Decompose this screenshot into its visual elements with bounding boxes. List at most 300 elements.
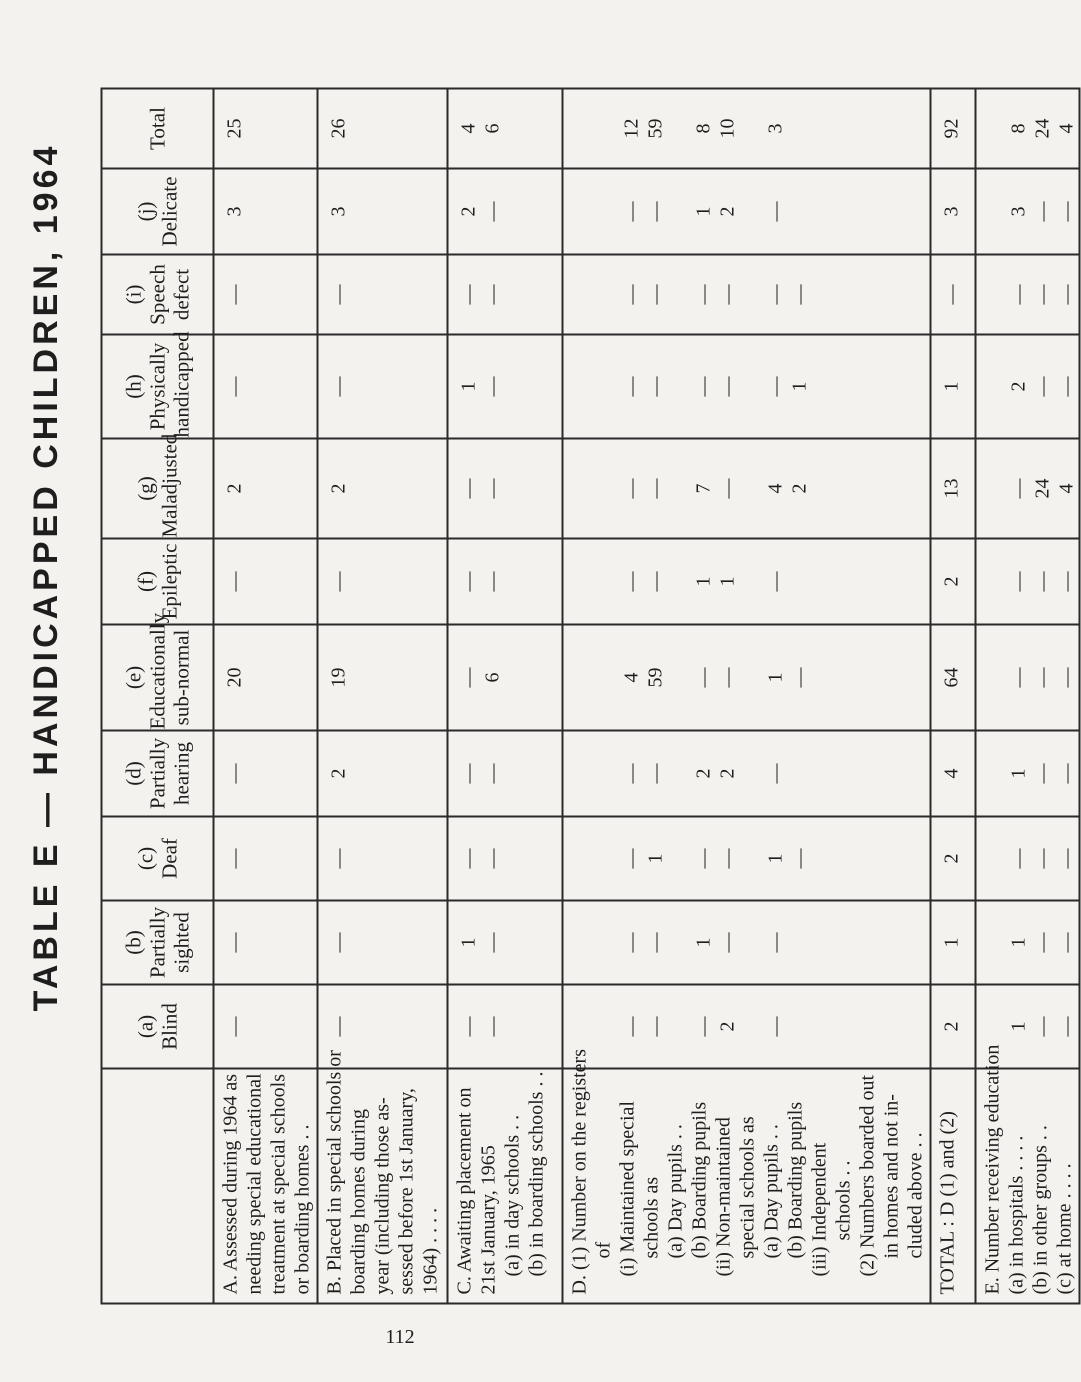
value-cell	[318, 439, 448, 539]
cell-value: 2	[327, 768, 350, 779]
cell-value: —	[1007, 667, 1030, 688]
column-header-line: Partially	[145, 737, 170, 810]
cell-value: —	[764, 284, 787, 305]
cell-value: —	[1031, 1016, 1054, 1037]
row-label-line: needing special educational	[243, 1073, 266, 1295]
column-header	[102, 169, 214, 255]
column-header	[102, 985, 214, 1069]
side-title	[16, 112, 76, 1042]
column-header-line: Maladjusted	[157, 433, 182, 538]
cell-value: —	[716, 667, 739, 688]
cell-value	[668, 732, 692, 816]
cell-value: —	[1031, 932, 1054, 953]
cell-value: —	[620, 478, 643, 499]
column-header-line: Speech	[145, 264, 170, 325]
value-cell	[931, 169, 976, 255]
value-cell	[931, 335, 976, 439]
cell-value: 20	[223, 667, 246, 688]
cell-value: —	[644, 478, 667, 499]
row-label-line: (ii) Non-maintained	[712, 1117, 735, 1277]
cell-value: 10	[716, 118, 739, 139]
column-header-line: (d)	[121, 761, 146, 786]
cell-value	[668, 626, 692, 730]
cell-value: 2	[1007, 381, 1030, 392]
row-label-line: TOTAL : D (1) and (2)	[936, 1111, 959, 1295]
cell-value: —	[692, 376, 715, 397]
cell-value: —	[620, 571, 643, 592]
row-label-line: (b) in boarding schools . .	[525, 1071, 548, 1277]
cell-value	[740, 440, 764, 538]
cell-value: —	[457, 667, 480, 688]
cell-value: —	[788, 848, 811, 869]
cell-value: —	[716, 848, 739, 869]
column-header-line: (i)	[121, 284, 146, 305]
cell-value: 19	[327, 667, 350, 688]
cell-value: 24	[1031, 478, 1054, 499]
cell-value: —	[644, 932, 667, 953]
column-header-line: sub-normal	[169, 629, 194, 726]
value-cell	[931, 89, 976, 169]
row-label-line: C. Awaiting placement on	[453, 1087, 476, 1295]
cell-value: 2	[716, 1021, 739, 1032]
row-label-line: (b) Boarding pupils	[784, 1101, 807, 1259]
row-label-line: (a) in day schools . .	[501, 1114, 524, 1277]
row-label	[318, 1050, 448, 1304]
cell-value: —	[481, 376, 504, 397]
value-cell	[448, 89, 563, 169]
value-cell	[563, 335, 931, 439]
cell-value: —	[223, 848, 246, 869]
value-cell	[448, 817, 563, 901]
cell-value: —	[644, 763, 667, 784]
cell-value	[740, 818, 764, 900]
row-label-line: (2) Numbers boarded out	[856, 1074, 879, 1277]
cell-value: 2	[223, 483, 246, 494]
cell-value: 12	[620, 118, 643, 139]
row-label-line: sessed before 1st January,	[395, 1088, 418, 1295]
value-cell	[214, 439, 318, 539]
cell-value: 3	[764, 123, 787, 134]
row-label-line: cluded above . .	[904, 1132, 927, 1259]
cell-value: 1	[692, 937, 715, 948]
cell-value: —	[620, 763, 643, 784]
cell-value: —	[788, 284, 811, 305]
cell-value: —	[764, 1016, 787, 1037]
column-header-line: Educationally	[145, 612, 170, 730]
cell-value: 1	[644, 853, 667, 864]
cell-value: —	[481, 201, 504, 222]
cell-value: —	[481, 478, 504, 499]
column-header-line: (b)	[121, 930, 146, 955]
value-cell	[563, 255, 931, 335]
cell-value: —	[481, 284, 504, 305]
cell-value: 3	[327, 206, 350, 217]
column-header-line: sighted	[169, 912, 194, 973]
cell-value: 8	[1007, 123, 1030, 134]
cell-value: 4	[457, 123, 480, 134]
cell-value: —	[1031, 848, 1054, 869]
cell-value	[740, 732, 764, 816]
row-label-line: (a) in hospitals . . . .	[1005, 1135, 1028, 1295]
cell-value: 1	[692, 206, 715, 217]
cell-value: 2	[940, 576, 963, 587]
table-row	[448, 89, 563, 1304]
cell-value: 1	[1007, 768, 1030, 779]
cell-value: 6	[481, 672, 504, 683]
column-header-line: Total	[145, 107, 170, 150]
row-label-line: D. (1) Number on the registers	[568, 1049, 591, 1295]
cell-value: —	[620, 848, 643, 869]
cell-value: —	[223, 376, 246, 397]
value-cell	[448, 169, 563, 255]
row-label-line: schools . .	[832, 1160, 855, 1241]
value-cell	[931, 817, 976, 901]
cell-value: 26	[327, 118, 350, 139]
cell-value: —	[1007, 478, 1030, 499]
column-header	[102, 433, 214, 539]
column-header	[102, 731, 214, 817]
value-cell	[214, 335, 318, 439]
value-cell	[563, 169, 931, 255]
value-cell	[563, 539, 931, 625]
cell-value: 1	[457, 937, 480, 948]
cell-value	[740, 626, 764, 730]
value-cell	[448, 625, 563, 731]
value-cell	[448, 439, 563, 539]
cell-value: 2	[457, 206, 480, 217]
value-cell	[931, 539, 976, 625]
cell-value: 2	[327, 483, 350, 494]
cell-value	[668, 540, 692, 624]
column-header-line: hearing	[169, 742, 194, 805]
handicapped-children-table	[101, 88, 1081, 1305]
row-label	[563, 1049, 931, 1304]
cell-value: 1	[788, 381, 811, 392]
value-cell	[931, 985, 976, 1069]
value-cell	[318, 89, 448, 169]
value-cell	[931, 901, 976, 985]
cell-value: —	[788, 667, 811, 688]
cell-value: —	[1055, 763, 1078, 784]
value-cell	[214, 901, 318, 985]
cell-value	[668, 986, 692, 1068]
column-header-line: (h)	[121, 374, 146, 399]
row-label-line: 1964) . . . .	[419, 1207, 442, 1295]
cell-value: —	[457, 1016, 480, 1037]
value-cell	[214, 539, 318, 625]
cell-value: —	[457, 284, 480, 305]
cell-value: —	[764, 376, 787, 397]
row-label-line: 21st January, 1965	[477, 1145, 500, 1295]
cell-value: —	[692, 284, 715, 305]
cell-value: 6	[481, 123, 504, 134]
value-cell	[931, 731, 976, 817]
cell-value: 2	[940, 1021, 963, 1032]
value-cell	[563, 817, 931, 901]
cell-value: —	[457, 848, 480, 869]
value-cell	[976, 901, 1080, 985]
cell-value: 1	[1007, 937, 1030, 948]
cell-value: —	[1031, 667, 1054, 688]
cell-value: 2	[940, 853, 963, 864]
cell-value: —	[481, 848, 504, 869]
cell-value: 2	[788, 483, 811, 494]
row-label-line: (b) Boarding pupils	[688, 1101, 711, 1259]
cell-value: —	[457, 763, 480, 784]
cell-value: —	[327, 376, 350, 397]
cell-value: —	[620, 376, 643, 397]
cell-value: —	[692, 848, 715, 869]
cell-value	[740, 540, 764, 624]
row-label-line: schools as	[640, 1176, 663, 1259]
cell-value	[740, 256, 764, 334]
column-header-line: Physically	[145, 342, 170, 431]
cell-value: —	[327, 1016, 350, 1037]
cell-value: —	[764, 571, 787, 592]
column-header	[102, 331, 214, 439]
cell-value: —	[327, 571, 350, 592]
value-cell	[976, 169, 1080, 255]
column-header-line: Partially	[145, 906, 170, 979]
cell-value: 1	[716, 576, 739, 587]
cell-value: 4	[764, 483, 787, 494]
cell-value: —	[223, 763, 246, 784]
cell-value: 1	[457, 381, 480, 392]
value-cell	[318, 901, 448, 985]
value-cell	[214, 817, 318, 901]
value-cell	[448, 985, 563, 1069]
cell-value: —	[481, 1016, 504, 1037]
row-label	[448, 1069, 563, 1304]
cell-value	[668, 818, 692, 900]
column-header	[102, 817, 214, 901]
table-row	[318, 89, 448, 1304]
value-cell	[214, 731, 318, 817]
row-label-line: B. Placed in special schools or	[323, 1050, 346, 1295]
value-cell	[318, 817, 448, 901]
column-header-line: (j)	[133, 201, 158, 222]
cell-value: —	[1055, 201, 1078, 222]
cell-value: —	[1055, 284, 1078, 305]
row-label-line: (iii) Independent	[808, 1142, 831, 1277]
value-cell	[563, 985, 931, 1069]
column-header-line: defect	[169, 268, 194, 321]
cell-value: —	[223, 932, 246, 953]
cell-value: 25	[223, 118, 246, 139]
cell-value: 1	[940, 937, 963, 948]
cell-value: —	[1007, 284, 1030, 305]
table-row	[563, 89, 931, 1304]
cell-value: —	[716, 376, 739, 397]
cell-value: 2	[716, 768, 739, 779]
value-cell	[214, 169, 318, 255]
cell-value: —	[1031, 571, 1054, 592]
header-label-spacer	[102, 1069, 214, 1304]
cell-value: —	[1031, 376, 1054, 397]
cell-value: —	[716, 932, 739, 953]
column-header	[102, 89, 214, 169]
value-cell	[448, 335, 563, 439]
cell-value	[668, 256, 692, 334]
value-cell	[976, 255, 1080, 335]
value-cell	[931, 255, 976, 335]
row-label-line: special schools as	[736, 1116, 759, 1259]
cell-value: 3	[1007, 206, 1030, 217]
cell-value: 92	[940, 118, 963, 139]
value-cell	[931, 439, 976, 539]
cell-value: —	[644, 284, 667, 305]
value-cell	[214, 985, 318, 1069]
row-label-line: (b) in other groups . .	[1029, 1125, 1052, 1295]
value-cell	[214, 89, 318, 169]
value-cell	[318, 255, 448, 335]
value-cell	[563, 89, 931, 169]
value-cell	[448, 539, 563, 625]
column-header-line: Deaf	[157, 838, 182, 879]
cell-value: —	[644, 376, 667, 397]
column-header	[102, 612, 214, 731]
row-label-line: or boarding homes . .	[291, 1124, 314, 1295]
cell-value: —	[692, 667, 715, 688]
row-label-line: A. Assessed during 1964 as	[219, 1073, 242, 1295]
cell-value: —	[644, 201, 667, 222]
cell-value: —	[620, 1016, 643, 1037]
column-header-line: Blind	[157, 1003, 182, 1050]
column-header	[102, 255, 214, 335]
cell-value: 64	[940, 667, 963, 688]
cell-value: —	[644, 571, 667, 592]
cell-value: 1	[1007, 1021, 1030, 1032]
cell-value: —	[764, 201, 787, 222]
cell-value: 2	[716, 206, 739, 217]
cell-value: 2	[692, 768, 715, 779]
cell-value	[740, 170, 764, 254]
header-row	[102, 89, 214, 1304]
row-label-line: (c) at home . . . .	[1053, 1163, 1076, 1295]
cell-value: 4	[1055, 483, 1078, 494]
column-header-line: handicapped	[169, 331, 194, 438]
cell-value: —	[716, 478, 739, 499]
row-label	[976, 1044, 1080, 1304]
column-header-line: Epileptic	[157, 543, 182, 620]
cell-value: —	[481, 763, 504, 784]
column-header-line: (e)	[121, 665, 146, 690]
value-cell	[976, 817, 1080, 901]
row-label-line: boarding homes during	[347, 1108, 370, 1295]
cell-value: —	[223, 1016, 246, 1037]
row-label-line: in homes and not in-	[880, 1094, 903, 1259]
cell-value: —	[327, 284, 350, 305]
cell-value: —	[1055, 848, 1078, 869]
cell-value: 24	[1031, 118, 1054, 139]
cell-value: —	[940, 284, 963, 305]
cell-value: —	[620, 201, 643, 222]
cell-value: —	[223, 571, 246, 592]
row-label-line: E. Number receiving education	[981, 1044, 1004, 1295]
cell-value: —	[1055, 1016, 1078, 1037]
value-cell	[976, 89, 1080, 169]
cell-value: —	[644, 1016, 667, 1037]
cell-value: —	[1055, 571, 1078, 592]
cell-value: —	[457, 478, 480, 499]
column-header-line: (f)	[133, 571, 158, 592]
cell-value: 4	[940, 768, 963, 779]
row-label-line: (a) Day pupils . .	[664, 1124, 687, 1259]
value-cell	[563, 901, 931, 985]
table-container	[100, 90, 1078, 1305]
cell-value: —	[481, 932, 504, 953]
cell-value: —	[1031, 284, 1054, 305]
value-cell	[976, 731, 1080, 817]
table-title: TABLE E — HANDICAPPED CHILDREN, 1964	[27, 142, 65, 1012]
cell-value	[668, 170, 692, 254]
row-label-line: (i) Maintained special	[616, 1101, 639, 1277]
cell-value: —	[1007, 848, 1030, 869]
cell-value: 4	[620, 672, 643, 683]
row-label	[214, 1069, 318, 1304]
cell-value: 59	[644, 667, 667, 688]
cell-value	[740, 902, 764, 984]
cell-value: —	[1055, 376, 1078, 397]
cell-value	[668, 440, 692, 538]
cell-value: —	[764, 932, 787, 953]
cell-value: 1	[940, 381, 963, 392]
cell-value: —	[327, 848, 350, 869]
cell-value: 3	[223, 206, 246, 217]
cell-value: 13	[940, 478, 963, 499]
column-header-line: (g)	[133, 476, 158, 501]
value-cell	[448, 901, 563, 985]
value-cell	[214, 625, 318, 731]
value-cell	[976, 439, 1080, 539]
cell-value: —	[223, 284, 246, 305]
row-label	[931, 1069, 976, 1304]
column-header-line: (c)	[133, 846, 158, 871]
column-header-line: (a)	[133, 1014, 158, 1039]
cell-value	[740, 986, 764, 1068]
cell-value: —	[764, 763, 787, 784]
value-cell	[563, 439, 931, 539]
page-number: 112	[385, 1326, 415, 1348]
value-cell	[448, 731, 563, 817]
value-cell	[448, 255, 563, 335]
table-row	[976, 89, 1080, 1304]
value-cell	[976, 625, 1080, 731]
value-cell	[976, 539, 1080, 625]
cell-value: —	[692, 1016, 715, 1037]
cell-value: —	[1031, 763, 1054, 784]
column-header	[102, 539, 214, 625]
cell-value: —	[1055, 932, 1078, 953]
cell-value: —	[1031, 201, 1054, 222]
cell-value: —	[327, 932, 350, 953]
row-label-line: year (including those as-	[371, 1097, 394, 1295]
table-row	[931, 89, 976, 1304]
value-cell	[318, 539, 448, 625]
cell-value	[668, 336, 692, 438]
rotated-table	[101, 90, 1078, 1305]
table-body	[214, 89, 1080, 1304]
cell-value	[668, 90, 692, 168]
value-cell	[318, 625, 448, 731]
cell-value	[740, 336, 764, 438]
cell-value: —	[620, 932, 643, 953]
table-row	[214, 89, 318, 1304]
value-cell	[563, 731, 931, 817]
cell-value: 1	[764, 853, 787, 864]
cell-value	[668, 902, 692, 984]
value-cell	[563, 625, 931, 731]
